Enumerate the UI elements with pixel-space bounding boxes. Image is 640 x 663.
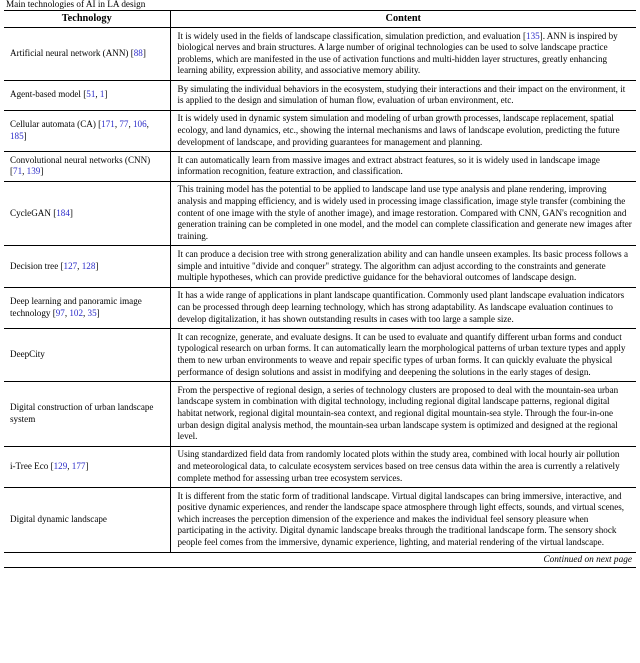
cell-technology: Convolutional neural networks (CNN) [71, 139]: [4, 152, 170, 182]
table-row: [4, 246, 636, 287]
cell-technology: Digital construction of urban landscape system: [4, 382, 170, 447]
table-row: [4, 110, 636, 151]
cell-content: Using standardized field data from randomly located plots within the study area, combined with local hourly air pollution and meteorological data, to calculate ecosystem services based on tree census data within the area is currently a relatively complete method for assessing urban tree ecosystem services.: [170, 446, 636, 487]
citation-reference[interactable]: 128: [81, 260, 96, 271]
cell-technology: Cellular automata (CA) [171, 77, 106, 185]: [4, 110, 170, 151]
cell-technology: CycleGAN [184]: [4, 181, 170, 246]
citation-reference[interactable]: 1: [99, 89, 105, 100]
cell-content: It can automatically learn from massive images and extract abstract features, so it is widely used in landscape image information recognition, feature extraction, and classification.: [170, 152, 636, 182]
table-header-row: [4, 11, 636, 28]
table-row: [4, 329, 636, 382]
cell-content: By simulating the individual behaviors in the ecosystem, studying their interactions and their impact on the environment, it is applied to the design and simulation of human flow, evaluation of urban environment, etc.: [170, 80, 636, 110]
cell-content: It is widely used in dynamic system simulation and modeling of urban growth processes, landscape replacement, spatial ecology, and land dynamics, etc., showing the internal mechanisms and laws of landscape evolution, predicting the future development of landscape, and providing guarantees for management and planning.: [170, 110, 636, 151]
main-technologies-table: [4, 10, 636, 553]
citation-reference[interactable]: 106: [133, 119, 147, 130]
table-header: [4, 11, 636, 28]
cell-content: It is different from the static form of traditional landscape. Virtual digital landscapes can bring immersive, interactive, and positive dynamic experiences, and render the landscape space atmosphere through light effects, sounds, and virtual scenes, which increases the perception dimension of the experience and makes the individual feel sensory pleasure when participating in the activity. Digital dynamic landscape breaks through the traditional landscape form. The sensory shock people feel comes from the immersive, dynamic experience, lighting, and material rendering of the virtual landscape.: [170, 488, 636, 553]
table-row: [4, 382, 636, 447]
cell-technology: Deep learning and panoramic image technology [97, 102, 35]: [4, 287, 170, 328]
citation-reference[interactable]: 88: [133, 47, 143, 58]
cell-technology: Agent-based model [51, 1]: [4, 80, 170, 110]
citation-reference[interactable]: 185: [10, 130, 24, 141]
continued-on-next-page-label: Continued on next page: [4, 553, 636, 568]
table-row: [4, 446, 636, 487]
citation-reference[interactable]: 139: [26, 166, 41, 177]
citation-reference[interactable]: 171: [101, 119, 115, 130]
cell-technology: DeepCity: [4, 329, 170, 382]
cell-content: From the perspective of regional design, a series of technology clusters are proposed to deal with the mountain-sea urban landscape system in combination with digital technology, including regional digital landscape patterns, regional digital habitat network, regional digital mountain-sea context, and regional digital mountain-sea style. Through the four-in-one urban design digital analysis method, the mountain-sea urban landscape system is optimized and designed at the regional level.: [170, 382, 636, 447]
table-caption: Main technologies of AI in LA design: [6, 0, 146, 9]
cell-technology: i-Tree Eco [129, 177]: [4, 446, 170, 487]
cell-technology: Digital dynamic landscape: [4, 488, 170, 553]
table-row: [4, 152, 636, 182]
cell-content: It is widely used in the fields of landscape classification, simulation prediction, and evaluation [135]. ANN is inspired by biological nerves and brain structures. A large number of original technologies can be used to solve landscape practice problems, which are manifested in the use of activation functions and multi-hidden layer structures, greatly enhancing learning ability, expression ability, and associative memory ability.: [170, 27, 636, 80]
citation-reference[interactable]: 51: [86, 89, 96, 100]
citation-reference[interactable]: 177: [71, 460, 86, 471]
citation-reference[interactable]: 127: [63, 260, 78, 271]
cell-technology: Decision tree [127, 128]: [4, 246, 170, 287]
cell-technology: Artificial neural network (ANN) [88]: [4, 27, 170, 80]
table-row: [4, 80, 636, 110]
cell-content: This training model has the potential to be applied to landscape land use type analysis and plane rendering, improving analysis and mapping efficiency, and is widely used in processing image classification, image style transfer (combining the content of one image with the style of another image), and image restoration. Compared with CNN, GAN's recognition and generation training can be completed in one model, and the model can complete classification and generate new images after training.: [170, 181, 636, 246]
cell-content: It can produce a decision tree with strong generalization ability and can handle unseen examples. Its basic process follows a simple and intuitive "divide and conquer" strategy. The algorithm can adjust according to the constraints and generate multiple hypotheses, which can provide predictive guidance for the behavioral outcomes of landscape design.: [170, 246, 636, 287]
citation-reference[interactable]: 184: [56, 207, 70, 218]
table-row: [4, 488, 636, 553]
table-row: [4, 181, 636, 246]
citation-reference[interactable]: 135: [526, 30, 540, 41]
cell-content: It can recognize, generate, and evaluate designs. It can be used to evaluate and quantify different urban forms and conduct typological research on urban forms. It can automatically learn the morphological patterns of urban texture types and apply them to new urban environments to weave and repair specific types of urban forms. It can quickly evaluate the physical performance of design solutions and assist in modifying and deepening the solutions in the early stages of design.: [170, 329, 636, 382]
table-footer: [4, 553, 636, 568]
citation-reference[interactable]: 129: [53, 460, 68, 471]
table-row: [4, 287, 636, 328]
citation-reference[interactable]: 102: [69, 307, 83, 318]
citation-reference[interactable]: 97: [55, 307, 65, 318]
column-header-content: Content: [170, 11, 636, 28]
cell-content: It has a wide range of applications in plant landscape quantification. Commonly used plant landscape evaluation indicators can be processed through deep learning technology, which has strong adaptability. As landscape evaluation continues to develop digitalization, it has shown outstanding results in cases with too large a sample size.: [170, 287, 636, 328]
citation-reference[interactable]: 35: [87, 307, 97, 318]
citation-reference[interactable]: 71: [13, 166, 23, 177]
table-row: [4, 27, 636, 80]
table-body: [4, 27, 636, 552]
column-header-technology: Technology: [4, 11, 170, 28]
citation-reference[interactable]: 77: [119, 119, 129, 130]
